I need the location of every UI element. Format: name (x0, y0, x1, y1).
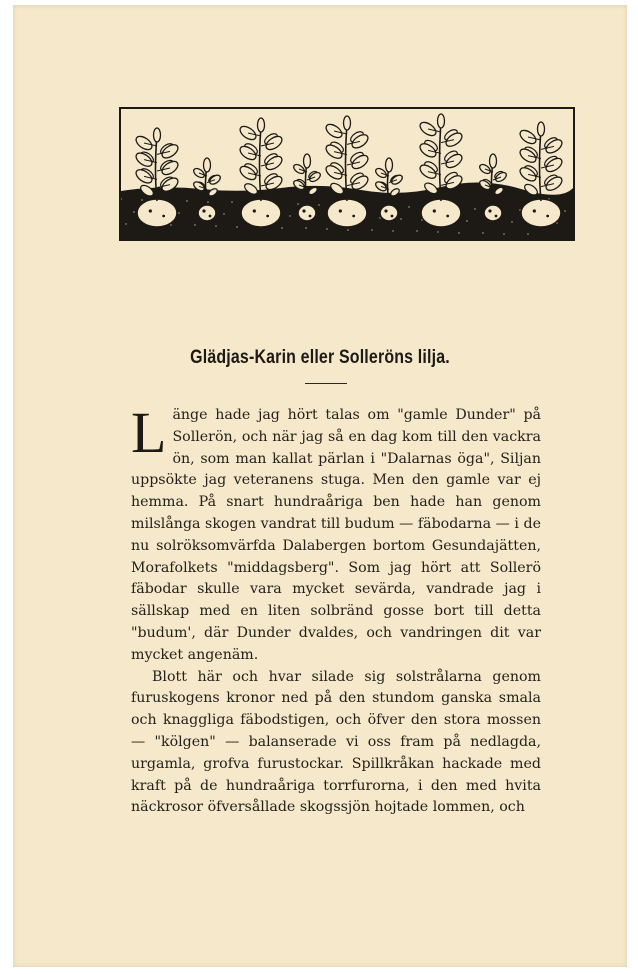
potato-tuber (421, 199, 461, 227)
tuber-eye (384, 209, 387, 212)
tuber-eye (253, 209, 256, 212)
soil-speck (466, 220, 468, 222)
potato-tuber (198, 205, 216, 221)
soil-speck (236, 226, 238, 228)
tuber-eye (339, 209, 342, 212)
plant-bud (258, 118, 265, 132)
tuber-eye (302, 209, 305, 212)
soil-speck (223, 213, 225, 215)
soil-speck (305, 227, 307, 229)
potato-tuber (137, 199, 177, 227)
soil-speck (503, 233, 505, 235)
plant-leaf (208, 173, 222, 186)
paragraph-1-text: änge hade jag hört talas om "gamle Dunder" på Sollerön, och när jag så en dag kom till den vackra ön, som man kallat pärlan i "Dalarnas öga", Siljan uppsökte jag veteranens stuga. Men den gamle var ej hemma. På snart hundraåriga ben hade han genom milslånga skogen vandrat till budum — fäbodarna — i de nu solröksomvärfda Dalabergen bortom Gesundajätten, Morafolkets "middagsberg". Som jag hört att Sollerö fäbodar skulle vara mycket sevärda, vandrade jag i sällskap med en liten solbränd gosse bort till detta "budum', där Dunder dvaldes, och vandringen dit var mycket angenäm. (131, 407, 541, 663)
potato-tuber (521, 199, 561, 227)
tuber-eye (202, 209, 205, 212)
tuber-eye (309, 215, 312, 218)
tuber-eye (446, 215, 449, 218)
soil-speck (318, 204, 320, 206)
soil-speck (347, 229, 349, 231)
title-rule (305, 383, 347, 384)
soil-speck (482, 232, 484, 234)
tuber-eye (433, 209, 436, 212)
plant-stem (156, 135, 158, 201)
soil-speck (564, 210, 566, 212)
soil-speck (474, 208, 476, 210)
soil-speck (289, 215, 291, 217)
plant-stem (440, 121, 442, 201)
soil-speck (133, 211, 135, 213)
soil-speck (281, 227, 283, 229)
tuber-eye (162, 215, 165, 218)
soil-speck (297, 203, 299, 205)
tuber-eye (495, 215, 498, 218)
plant-bud (154, 128, 161, 142)
soil-speck (400, 218, 402, 220)
soil-speck (458, 232, 460, 234)
soil-speck (231, 201, 233, 203)
plant-bud (490, 154, 497, 168)
vignette-art (121, 109, 573, 239)
tuber-eye (533, 209, 536, 212)
plant-bud (438, 114, 445, 128)
tuber-eye (266, 215, 269, 218)
soil-speck (194, 224, 196, 226)
plant-bud (304, 154, 311, 168)
potato-plants-illustration (119, 107, 575, 241)
plant-bud (386, 158, 393, 172)
paragraph-1 (131, 400, 541, 667)
tuber-eye (391, 215, 394, 218)
body-text (131, 400, 541, 819)
soil-speck (437, 231, 439, 233)
soil-speck (527, 233, 529, 235)
soil-speck (416, 230, 418, 232)
soil-speck (511, 221, 513, 223)
soil-speck (125, 223, 127, 225)
tuber-eye (149, 209, 152, 212)
soil-speck (141, 199, 143, 201)
plant-bud (344, 116, 351, 130)
soil-speck (326, 228, 328, 230)
soil-speck (178, 212, 180, 214)
tuber-eye (209, 215, 212, 218)
tuber-eye (546, 215, 549, 218)
plant-bud (538, 122, 545, 136)
tuber-eye (488, 209, 491, 212)
potato-tuber (327, 199, 367, 227)
potato-tuber (241, 199, 281, 227)
book-page (13, 5, 627, 967)
plant-stem (346, 123, 348, 201)
drop-cap: L (131, 400, 167, 465)
soil-speck (392, 230, 394, 232)
potato-tuber (380, 205, 398, 221)
plant-leaf (390, 173, 404, 186)
tuber-eye (352, 215, 355, 218)
potato-tuber (484, 205, 502, 221)
soil-speck (207, 201, 209, 203)
soil-speck (215, 225, 217, 227)
soil-speck (170, 224, 172, 226)
soil-speck (371, 229, 373, 231)
potato-tuber (298, 205, 316, 221)
plant-bud (204, 158, 211, 172)
soil-speck (408, 206, 410, 208)
chapter-title: Glädjas-Karin eller Solleröns lilja. (190, 347, 450, 368)
soil-speck (186, 200, 188, 202)
paragraph-2: Blott här och hvar silade sig solstrålarna genom furuskogens kronor ned på den stundom ganska smala och knaggliga fäbodstigen, och öfver den stora mossen — "kölgen" — balanserade vi oss fram på nedlagda, urgamla, grofva furustockar. Spillkråkan hackade med kraft på de hundraåriga torrfurorna, i den med hvita näckrosor öfversållade skogssjön hojtade lommen, och (131, 668, 541, 816)
